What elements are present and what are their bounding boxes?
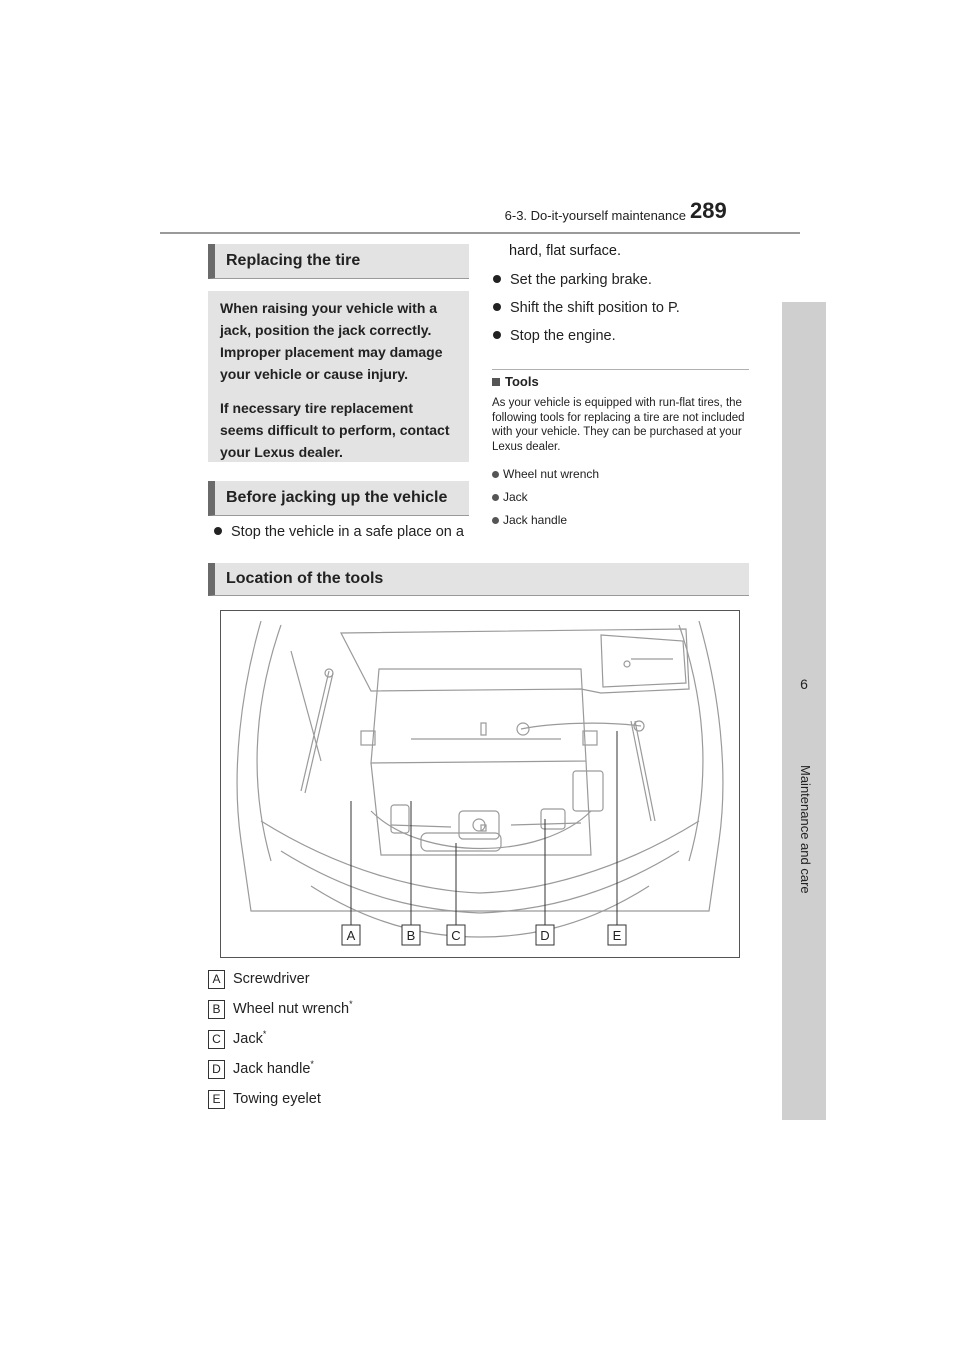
list-item (214, 524, 464, 540)
trunk-illustration (220, 610, 740, 958)
caution-text-2: If necessary tire replacement seems difficult to perform, contact your Lexus dealer. (220, 400, 450, 460)
list-item (492, 513, 567, 527)
legend-text: Jack handle (233, 1060, 311, 1077)
legend-text: Wheel nut wrench (233, 1000, 350, 1017)
legend-text: Jack (233, 1030, 263, 1047)
legend-text: Towing eyelet (233, 1090, 321, 1107)
callout-label-e: E (612, 928, 622, 943)
caution-text-1: When raising your vehicle with a jack, position the jack correctly. Improper placement may damage your vehicle or cause injury. (220, 300, 443, 382)
bullet-icon (493, 303, 501, 311)
list-item-text: Stop the vehicle in a safe place on a (231, 524, 464, 540)
callout-label-c: C (451, 928, 461, 943)
list-item-text: Stop the engine. (510, 328, 616, 344)
tools-heading (492, 374, 539, 389)
legend-text: Screwdriver (233, 970, 310, 987)
tools-heading-text: Tools (505, 374, 539, 389)
chapter-label: Maintenance and care (798, 765, 813, 894)
page-number: 289 (690, 198, 727, 223)
legend-item-c (208, 1029, 266, 1049)
list-item (492, 490, 528, 504)
section-title-before-jacking: Before jacking up the vehicle (208, 481, 469, 516)
running-header-section: 6-3. Do-it-yourself maintenance (504, 208, 686, 223)
caution-box (208, 291, 469, 462)
list-item-text: Set the parking brake. (510, 272, 652, 288)
tools-paragraph: As your vehicle is equipped with run-flat tires, the following tools for replacing a tire are not included with your vehicle. They can be purchased at your Lexus dealer. (492, 397, 745, 453)
chapter-side-tab (782, 302, 826, 1120)
note-divider (492, 369, 749, 370)
legend-letter: A (208, 970, 225, 989)
legend-letter: D (208, 1060, 225, 1079)
section-title-replacing-tire: Replacing the tire (208, 244, 469, 279)
callout-label-a: A (346, 928, 356, 943)
legend-item-b (208, 999, 353, 1019)
list-item (493, 328, 616, 344)
bullet-icon (492, 471, 499, 478)
list-item-text: Jack (503, 490, 528, 504)
list-item-text: Shift the shift position to P. (510, 300, 680, 316)
legend-item-e (208, 1089, 321, 1109)
callout-label-b: B (406, 928, 416, 943)
bullet-icon (492, 517, 499, 524)
footnote-mark: * (262, 1029, 267, 1039)
bullet-icon (493, 331, 501, 339)
list-item (492, 467, 599, 481)
list-item (493, 300, 680, 316)
legend-letter: C (208, 1030, 225, 1049)
bullet-icon (493, 275, 501, 283)
callout-label-d: D (540, 928, 550, 943)
footnote-mark: * (310, 1059, 314, 1069)
chapter-number: 6 (800, 676, 808, 692)
section-title-location-tools: Location of the tools (208, 563, 749, 596)
legend-item-a (208, 969, 310, 989)
trunk-drawing (221, 611, 739, 957)
legend-letter: E (208, 1090, 225, 1109)
list-item (493, 272, 652, 288)
legend-item-d (208, 1059, 314, 1079)
footnote-mark: * (349, 999, 353, 1009)
square-bullet-icon (492, 378, 500, 386)
bullet-icon (492, 494, 499, 501)
header-divider (160, 232, 800, 234)
list-item-text: Jack handle (503, 513, 568, 527)
legend-letter: B (208, 1000, 225, 1019)
list-item-text: Wheel nut wrench (503, 467, 600, 481)
bullet-icon (214, 527, 222, 535)
list-item-continuation: hard, flat surface. (509, 243, 622, 259)
